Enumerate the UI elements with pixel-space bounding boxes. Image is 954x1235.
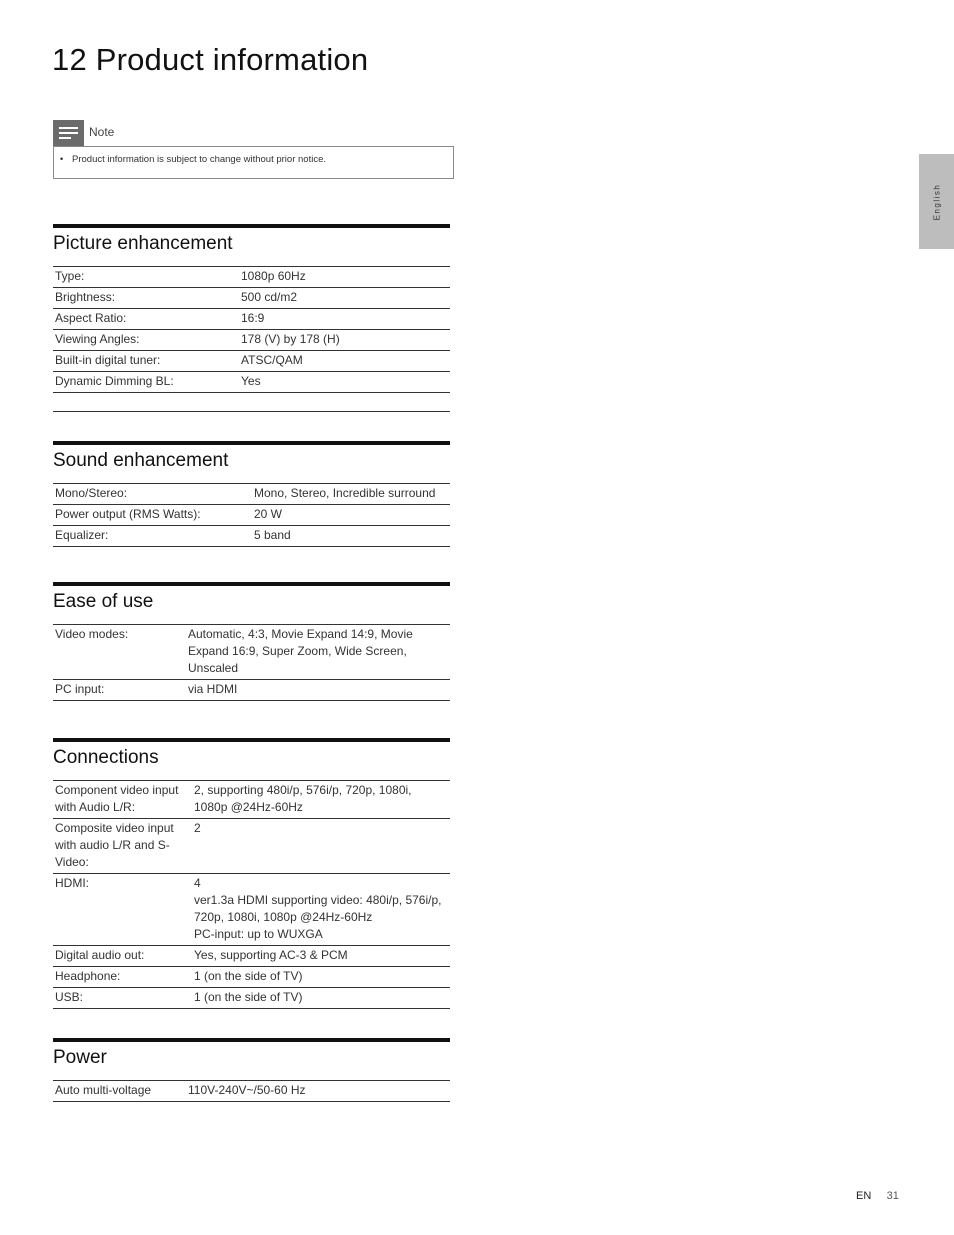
section-ease-of-use (53, 582, 450, 701)
table-row (53, 372, 450, 393)
page-title: 12 Product information (52, 42, 369, 77)
spec-value-line: 4 (194, 876, 201, 890)
spec-key: Dynamic Dimming BL: (53, 372, 239, 393)
spec-value: ATSC/QAM (239, 351, 450, 372)
spec-key: Headphone: (53, 967, 192, 988)
spec-key: PC input: (53, 680, 186, 701)
spec-table (53, 483, 450, 547)
table-row (53, 484, 450, 505)
note-label: Note (89, 125, 115, 139)
section-title: Sound enhancement (53, 450, 229, 471)
spec-table (53, 624, 450, 701)
spec-key: Composite video input with audio L/R and S-Video: (53, 819, 192, 874)
spec-key: Video modes: (53, 625, 186, 680)
table-row (53, 680, 450, 701)
spec-value: via HDMI (186, 680, 450, 701)
table-trailing-row (53, 393, 450, 412)
section-picture-enhancement (53, 224, 450, 412)
spec-value: 110V-240V~/50-60 Hz (186, 1081, 450, 1102)
section-sound-enhancement (53, 441, 450, 547)
note-box (53, 146, 454, 179)
spec-key: Equalizer: (53, 526, 252, 547)
table-row (53, 351, 450, 372)
table-row (53, 309, 450, 330)
spec-value: Automatic, 4:3, Movie Expand 14:9, Movie Expand 16:9, Super Zoom, Wide Screen, Unscaled (186, 625, 450, 680)
spec-key: Auto multi-voltage (53, 1081, 186, 1102)
language-tab-label: English (932, 183, 941, 220)
spec-value-line: ver1.3a HDMI supporting video: 480i/p, 576i/p, 720p, 1080i, 1080p @24Hz-60Hz (194, 893, 442, 924)
footer-language: EN (856, 1190, 872, 1202)
table-row (53, 874, 450, 946)
table-row (53, 946, 450, 967)
spec-key: Mono/Stereo: (53, 484, 252, 505)
section-connections (53, 738, 450, 1009)
spec-key: Component video input with Audio L/R: (53, 781, 192, 819)
section-power (53, 1038, 450, 1102)
spec-value (192, 874, 450, 946)
section-title: Power (53, 1047, 107, 1068)
spec-value: Yes, supporting AC-3 & PCM (192, 946, 450, 967)
section-title: Ease of use (53, 591, 154, 612)
note-bullet: • (60, 154, 64, 164)
spec-value: 20 W (252, 505, 450, 526)
spec-key: HDMI: (53, 874, 192, 946)
table-row (53, 967, 450, 988)
spec-value: 1080p 60Hz (239, 267, 450, 288)
spec-key: Built-in digital tuner: (53, 351, 239, 372)
spec-value: 500 cd/m2 (239, 288, 450, 309)
table-row (53, 625, 450, 680)
spec-value: Mono, Stereo, Incredible surround (252, 484, 450, 505)
table-row (53, 526, 450, 547)
spec-table (53, 266, 450, 393)
spec-key: Aspect Ratio: (53, 309, 239, 330)
table-row (53, 781, 450, 819)
table-row (53, 505, 450, 526)
table-row (53, 988, 450, 1009)
table-row (53, 1081, 450, 1102)
spec-value: 16:9 (239, 309, 450, 330)
table-row (53, 819, 450, 874)
spec-value: 178 (V) by 178 (H) (239, 330, 450, 351)
spec-value: Yes (239, 372, 450, 393)
table-row (53, 288, 450, 309)
spec-key: Viewing Angles: (53, 330, 239, 351)
section-title: Picture enhancement (53, 233, 233, 254)
language-tab (919, 154, 954, 249)
table-row (53, 330, 450, 351)
note-icon (53, 120, 84, 146)
spec-table (53, 1080, 450, 1102)
spec-value: 5 band (252, 526, 450, 547)
spec-value: 1 (on the side of TV) (192, 988, 450, 1009)
spec-table (53, 780, 450, 1009)
spec-key: Power output (RMS Watts): (53, 505, 252, 526)
spec-value: 2, supporting 480i/p, 576i/p, 720p, 1080i, 1080p @24Hz-60Hz (192, 781, 450, 819)
spec-value-line: PC-input: up to WUXGA (194, 927, 323, 941)
page-footer (856, 1188, 899, 1202)
spec-key: Brightness: (53, 288, 239, 309)
table-row (53, 267, 450, 288)
section-title: Connections (53, 747, 159, 768)
spec-key: Type: (53, 267, 239, 288)
spec-value: 1 (on the side of TV) (192, 967, 450, 988)
spec-key: USB: (53, 988, 192, 1009)
spec-value: 2 (192, 819, 450, 874)
page-number: 31 (886, 1190, 899, 1202)
spec-key: Digital audio out: (53, 946, 192, 967)
note-text: Product information is subject to change without prior notice. (72, 154, 326, 165)
note-header (53, 120, 253, 146)
